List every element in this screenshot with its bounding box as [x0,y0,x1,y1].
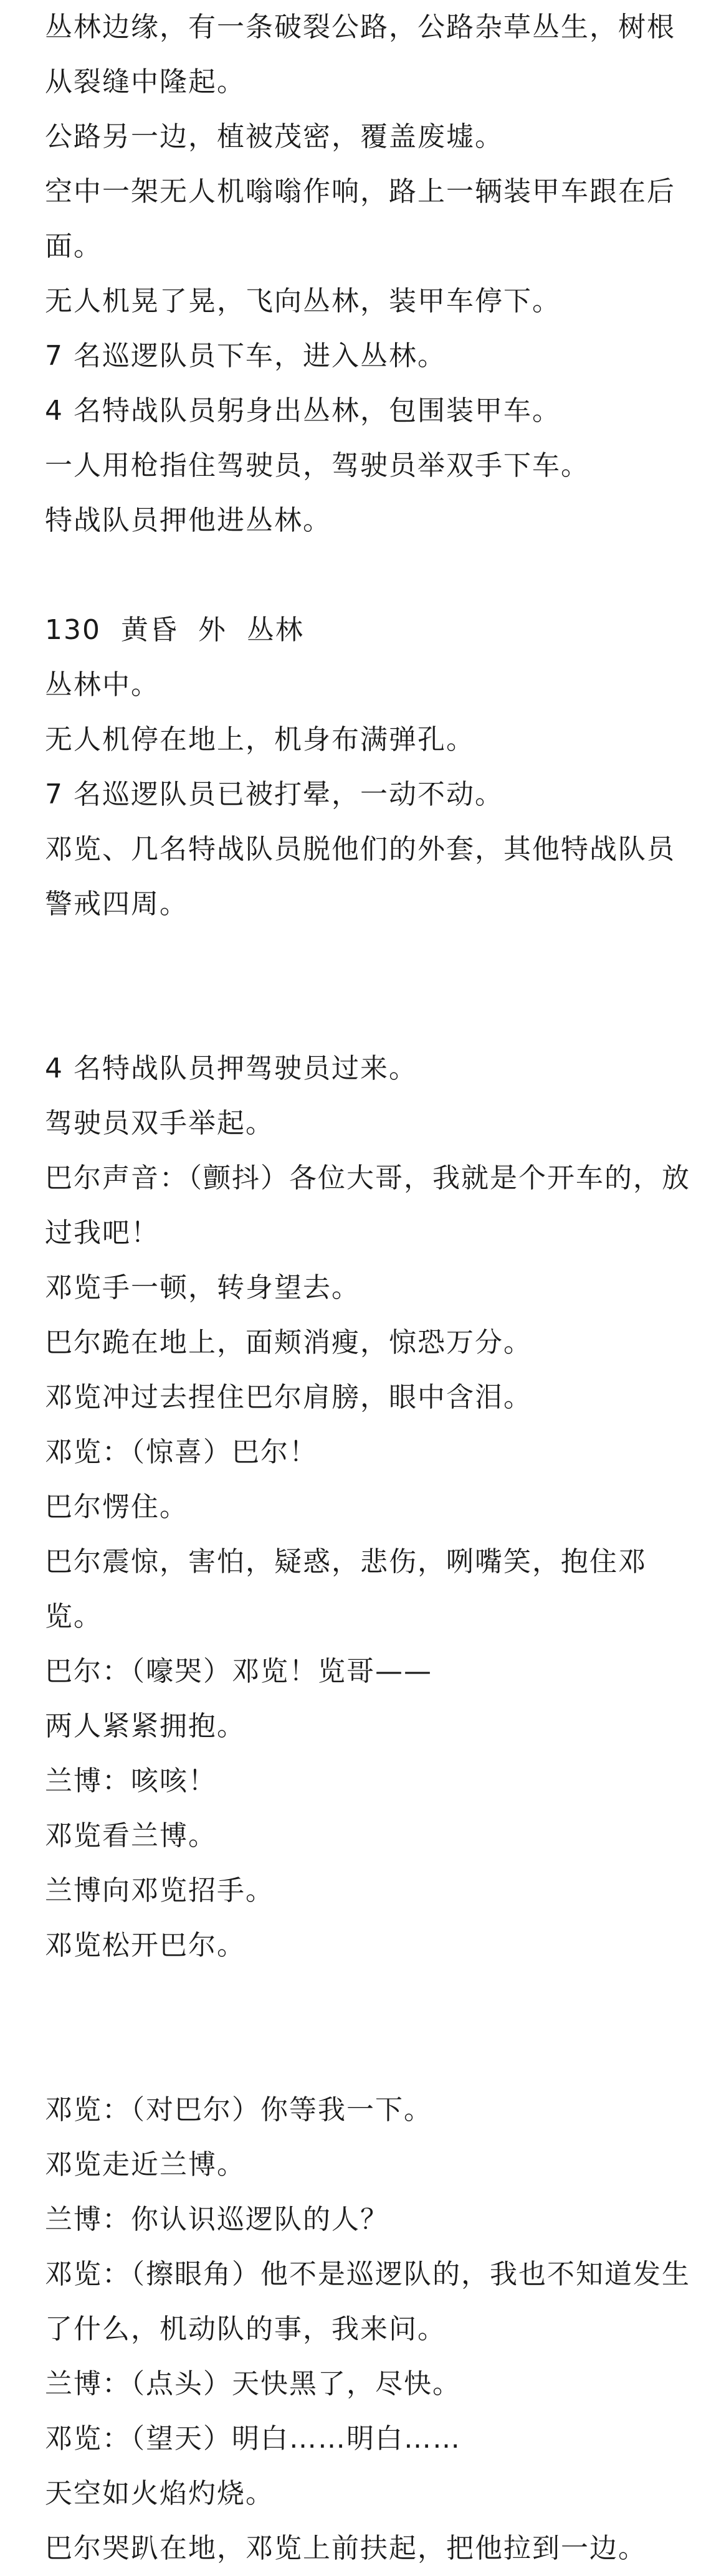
paragraph: 巴尔愣住。 [45,1491,188,1523]
paragraph: 邓览、几名特战队员脱他们的外套，其他特战队员警戒四周。 [45,833,675,920]
paragraph: 4 名特战队员躬身出丛林，包围装甲车。 [45,395,561,427]
action-block-jungle [45,658,693,932]
paragraph: 两人紧紧拥抱。 [45,1710,246,1742]
paragraph: 巴尔震惊，害怕，疑惑，悲伤，咧嘴笑，抱住邓览。 [45,1546,647,1632]
paragraph: 丛林中。 [45,669,160,701]
paragraph: 空中一架无人机嗡嗡作响，路上一辆装甲车跟在后面。 [45,176,675,262]
paragraph: 邓览松开巴尔。 [45,1930,246,1961]
paragraph: 无人机停在地上，机身布满弹孔。 [45,724,475,755]
paragraph: 丛林边缘，有一条破裂公路，公路杂草丛生，树根从裂缝中隆起。 [45,11,675,98]
paragraph: 公路另一边，植被茂密，覆盖废墟。 [45,121,503,153]
paragraph: 驾驶员双手举起。 [45,1107,274,1139]
action-block-reunion [45,1041,693,1973]
scene-heading: 130 黄昏 外 丛林 [45,614,304,646]
blank-line [45,548,693,603]
paragraph: 天空如火焰灼烧。 [45,2478,274,2509]
blank-lines [45,932,693,1041]
paragraph: 兰博向邓览招手。 [45,1875,274,1906]
paragraph: 一人用枪指住驾驶员，驾驶员举双手下车。 [45,450,589,481]
paragraph: 特战队员押他进丛林。 [45,504,331,536]
dialogue-line: 邓览：（对巴尔）你等我一下。 [45,2094,432,2126]
paragraph: 邓览看兰博。 [45,1820,217,1852]
paragraph: 邓览手一顿，转身望去。 [45,1272,360,1304]
blank-lines [45,1973,693,2083]
paragraph: 邓览走近兰博。 [45,2149,246,2181]
paragraph: 邓览冲过去捏住巴尔肩膀，眼中含泪。 [45,1381,532,1413]
paragraph: 7 名巡逻队员下车，进入丛林。 [45,340,446,372]
dialogue-line: 邓览：（惊喜）巴尔！ [45,1436,318,1468]
paragraph: 7 名巡逻队员已被打晕，一动不动。 [45,779,503,810]
paragraph: 4 名特战队员押驾驶员过来。 [45,1053,417,1084]
dialogue-line: 巴尔：（嚎哭）邓览！览哥—— [45,1655,432,1687]
dialogue-line: 兰博：咳咳！ [45,1765,217,1797]
dialogue-line: 邓览：（擦眼角）他不是巡逻队的，我也不知道发生了什么，机动队的事，我来问。 [45,2258,690,2345]
dialogue-line: 兰博：（点头）天快黑了，尽快。 [45,2368,461,2400]
dialogue-line: 邓览：（望天）明白……明白…… [45,2423,461,2455]
paragraph: 无人机晃了晃，飞向丛林，装甲车停下。 [45,285,561,317]
action-block-dialogue [45,2083,693,2576]
action-block-road [45,0,693,548]
script-document [45,0,693,2576]
dialogue-line: 兰博：你认识巡逻队的人？ [45,2204,389,2235]
dialogue-line: 巴尔声音：（颤抖）各位大哥，我就是个开车的，放过我吧！ [45,1162,690,1249]
paragraph: 巴尔跪在地上，面颊消瘦，惊恐万分。 [45,1327,532,1358]
paragraph: 巴尔哭趴在地，邓览上前扶起，把他拉到一边。 [45,2532,647,2564]
